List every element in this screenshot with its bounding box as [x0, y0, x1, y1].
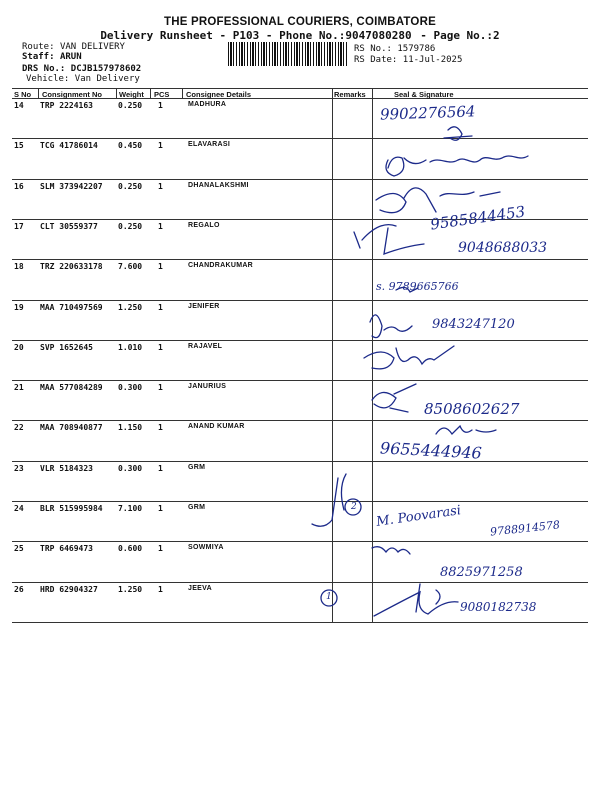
signature-stroke	[444, 127, 472, 140]
rs-date-value: 11-Jul-2025	[402, 55, 463, 65]
row-consignee: CHANDRAKUMAR	[188, 262, 254, 270]
row-consignment-no: TCG 41786014	[40, 141, 98, 151]
handwritten-phone: 9902276564	[379, 102, 476, 124]
row-consignment-no: TRP 2224163	[40, 101, 93, 110]
route-value: VAN DELIVERY	[59, 42, 125, 52]
row-weight: 1.010	[118, 342, 143, 352]
row-consignment-no: CLT 30559377	[40, 221, 98, 231]
signature-stroke	[386, 156, 528, 176]
row-weight: 0.300	[118, 463, 143, 473]
row-sno: 26	[14, 584, 24, 594]
col-header-remarks: Remarks	[334, 90, 366, 99]
row-consignment-no: BLR 515995984	[40, 504, 103, 513]
row-weight: 1.250	[118, 302, 143, 312]
row-sno: 20	[14, 342, 24, 352]
company-title: THE PROFESSIONAL COURIERS, COIMBATORE	[164, 16, 436, 28]
row-consignee: REGALO	[188, 221, 220, 229]
row-pcs: 1	[158, 423, 163, 433]
staff-value: ARUN	[59, 52, 82, 62]
col-header-pcs: PCS	[154, 90, 170, 99]
signature-stroke	[436, 426, 496, 434]
vehicle-value: Van Delivery	[74, 74, 140, 84]
signature-stroke	[372, 384, 416, 412]
row-weight: 0.300	[118, 383, 143, 393]
signature-stroke	[376, 188, 500, 213]
row-pcs: 1	[158, 504, 163, 513]
row-pcs: 1	[158, 463, 163, 473]
row-consignment-no: MAA 708940877	[40, 423, 103, 433]
row-sno: 16	[14, 181, 24, 191]
row-sno: 15	[14, 141, 24, 151]
row-sno: 21	[14, 383, 24, 393]
vehicle-label: Vehicle:	[26, 74, 70, 84]
signature-stroke	[364, 346, 454, 369]
handwritten-phone: 9585844453	[429, 202, 527, 234]
handwritten-phone: s. 9789665766	[376, 280, 459, 293]
row-consignee: JEEVA	[188, 584, 212, 592]
row-consignee: GRM	[188, 463, 206, 471]
row-weight: 7.100	[118, 504, 143, 513]
row-consignee: JANURIUS	[188, 383, 227, 391]
row-pcs: 1	[158, 383, 163, 393]
handwritten-phone: 9655444946	[379, 438, 483, 463]
row-pcs: 1	[158, 181, 163, 191]
row-weight: 1.250	[118, 584, 143, 594]
drs-label: DRS No.:	[22, 64, 66, 74]
rs-no-value: 1579786	[397, 44, 436, 54]
row-sno: 19	[14, 302, 24, 312]
route-label: Route:	[22, 42, 55, 52]
row-pcs: 1	[158, 101, 163, 110]
handwritten-mark: 1	[326, 592, 332, 602]
row-sno: 22	[14, 423, 24, 433]
col-header-consignee: Consignee Details	[186, 90, 252, 99]
row-weight: 0.250	[118, 221, 143, 231]
row-pcs: 1	[158, 302, 163, 312]
row-consignee: DHANALAKSHMI	[188, 181, 249, 189]
row-weight: 0.450	[118, 141, 143, 151]
handwritten-phone: 9843247120	[432, 317, 515, 332]
row-pcs: 1	[158, 544, 163, 554]
handwritten-phone: 9788914578	[489, 518, 561, 539]
runsheet-line: Delivery Runsheet - P103 - Phone No.:9047080280	[100, 29, 412, 42]
handwritten-phone: 8825971258	[440, 565, 523, 580]
signature-stroke	[312, 474, 346, 526]
signature-stroke	[321, 590, 337, 606]
row-pcs: 1	[158, 262, 163, 272]
handwritten-name: M. Poovarasi	[375, 503, 462, 530]
row-consignment-no: SVP 1652645	[40, 342, 93, 352]
drs-value: DCJB157978602	[70, 64, 142, 74]
row-pcs: 1	[158, 584, 163, 594]
staff-label: Staff:	[22, 52, 55, 62]
row-consignee: JENIFER	[188, 302, 220, 310]
handwritten-phone: 9048688033	[458, 240, 548, 256]
row-sno: 24	[14, 504, 24, 513]
col-header-sno: S No	[14, 90, 32, 99]
row-consignment-no: MAA 577084289	[40, 383, 103, 393]
row-consignment-no: SLM 373942207	[40, 181, 103, 191]
row-consignee: SOWMIYA	[188, 544, 224, 552]
signature-stroke	[374, 584, 458, 616]
row-weight: 0.250	[118, 181, 143, 191]
row-consignee: ANAND KUMAR	[188, 423, 245, 431]
rs-date-label: RS Date:	[354, 55, 398, 65]
row-sno: 14	[14, 101, 24, 110]
signature-stroke	[354, 225, 424, 254]
row-consignment-no: VLR 5184323	[40, 463, 93, 473]
row-pcs: 1	[158, 342, 163, 352]
row-consignment-no: TRZ 220633178	[40, 262, 103, 272]
col-header-signature: Seal & Signature	[394, 90, 454, 99]
row-weight: 0.250	[118, 101, 143, 110]
row-consignee: RAJAVEL	[188, 342, 223, 350]
row-sno: 18	[14, 262, 24, 272]
row-sno: 25	[14, 544, 24, 554]
col-header-weight: Weight	[119, 90, 144, 99]
signature-stroke	[372, 547, 410, 554]
row-consignment-no: MAA 710497569	[40, 302, 103, 312]
signature-stroke	[370, 315, 412, 338]
row-sno: 17	[14, 221, 24, 231]
row-consignee: MADHURA	[188, 101, 227, 108]
row-weight: 7.600	[118, 262, 143, 272]
row-consignment-no: HRD 62904327	[40, 584, 98, 594]
row-pcs: 1	[158, 141, 163, 151]
row-consignment-no: TRP 6469473	[40, 544, 93, 554]
row-pcs: 1	[158, 221, 163, 231]
row-consignee: ELAVARASI	[188, 141, 231, 149]
row-sno: 23	[14, 463, 24, 473]
rs-no-label: RS No.:	[354, 44, 392, 54]
handwritten-phone: 9080182738	[460, 600, 537, 614]
row-weight: 1.150	[118, 423, 143, 433]
signature-stroke	[396, 287, 418, 292]
row-weight: 0.600	[118, 544, 143, 554]
col-header-consignment: Consignment No	[42, 90, 102, 99]
signature-stroke	[345, 499, 361, 515]
row-consignee: GRM	[188, 504, 206, 511]
page-number: - Page No.:2	[420, 29, 500, 42]
handwritten-mark: 2	[351, 502, 357, 512]
handwritten-phone: 8508602627	[424, 400, 520, 418]
